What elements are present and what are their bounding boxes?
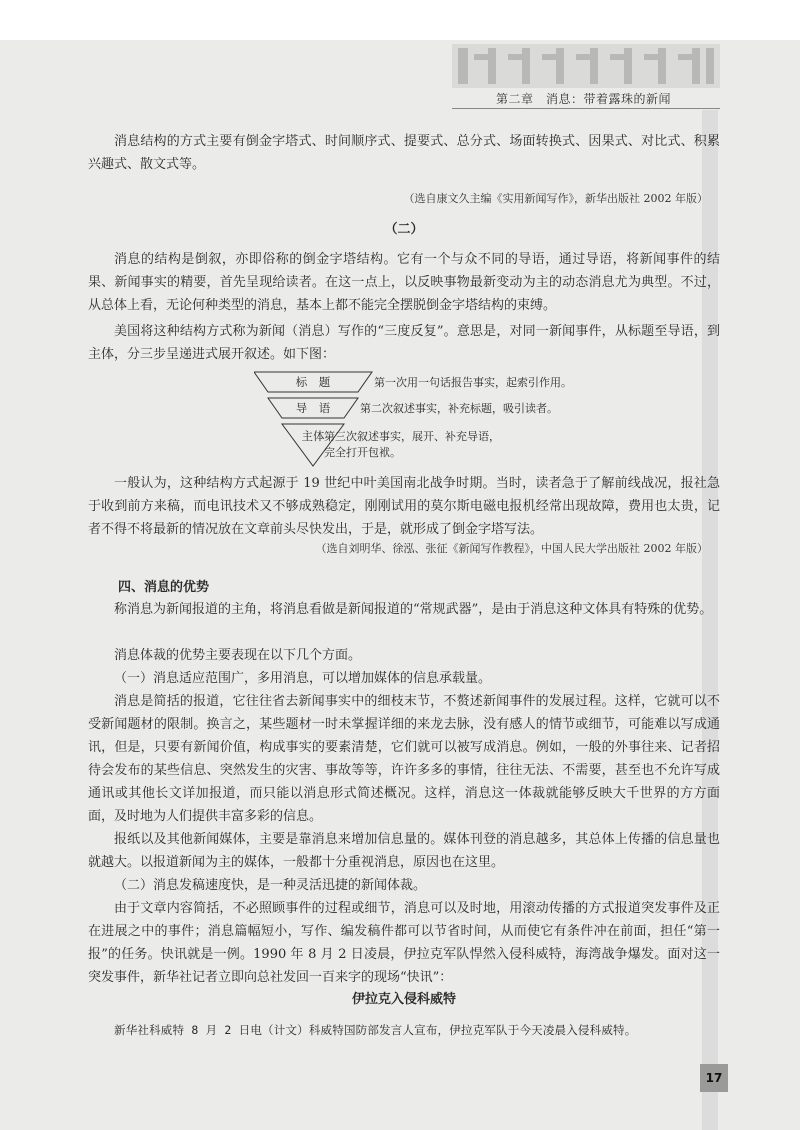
source-citation: （选自康文久主编《实用新闻写作》，新华出版社 2002 年版） — [403, 192, 708, 205]
subheading-paragraph: （一）消息适应范围广，多用消息，可以增加媒体的信息承载量。 — [114, 671, 492, 686]
pyramid-note-lead: 第二次叙述事实，补充标题，吸引读者。 — [360, 402, 558, 415]
book-page — [0, 40, 800, 1130]
paragraph: 消息是简括的报道，它往往省去新闻事实中的细枝末节，不赘述新闻事件的发展过程。这样，它就可以不受新闻题材的限制。换言之，某些题材一时未掌握详细的来龙去脉，没有感人的情节或细节，可能难以写成通讯，但是，只要有新闻价值，构成事实的要素清楚，它们就可以被写成消息。例如，一般的外事往来、记者招待会发布的某些信息、突然发生的灾害、事故等等，许许多多的事情，往往无法、不需要，甚至也不允许写成通讯或其他长文详加报道，而只能以消息形式简述概况。这样，消息这一体裁就能够反映大千世界的方方面面，及时地为人们提供丰富多彩的信息。 — [88, 694, 720, 824]
paragraph: 由于文章内容简括，不必照顾事件的过程或细节，消息可以及时地，用滚动传播的方式报道突发事件及正在进展之中的事件；消息篇幅短小，写作、编发稿件都可以节省时间，从而使它有条件冲在前面，担任“第一报”的任务。快讯就是一例。1990 年 8 月 2 日凌晨，伊拉克军队悍然入侵科威特，海湾战争爆发。面对这一突发事件，新华社记者立即向总社发回一百来字的现场“快讯”： — [88, 901, 720, 985]
flash-title: 伊拉克入侵科威特 — [351, 992, 456, 1007]
pyramid-label-lead: 导 语 — [295, 401, 331, 415]
subheading-paragraph: （二）消息发稿速度快，是一种灵活迅捷的新闻体裁。 — [114, 878, 427, 893]
paragraph: 美国将这种结构方式称为新闻（消息）写作的“三度反复”。意思是，对同一新闻事件，从标题至导语，到主体，分三步呈递进式展开叙述。如下图： — [88, 324, 720, 362]
section-marker: （二） — [384, 222, 424, 237]
chapter-header: 第二章 消息：带着露珠的新闻 — [496, 92, 672, 106]
paragraph: 消息的结构是倒叙，亦即俗称的倒金字塔结构。它有一个与众不同的导语，通过导语，将新闻事件的结果、新闻事实的精要，首先呈现给读者。在这一点上，以反映事物最新变动为主的动态消息尤为典型。不过，从总体上看，无论何种类型的消息，基本上都不能完全摆脱倒金字塔结构的束缚。 — [88, 252, 720, 313]
source-citation: （选自刘明华、徐泓、张征《新闻写作教程》，中国人民大学出版社 2002 年版） — [315, 542, 708, 555]
pyramid-note-body-2: 完全打开包袱。 — [324, 446, 401, 459]
paragraph: 一般认为，这种结构方式起源于 19 世纪中叶美国南北战争时期。当时，读者急于了解前线战况，报社急于收到前方来稿，而电讯技术又不够成熟稳定，刚刚试用的莫尔斯电磁电报机经常出现故障，费用也太贵，记者不得不将最新的情况放在文章前头尽快发出，于是，就形成了倒金字塔写法。 — [88, 476, 720, 537]
header-rule — [452, 108, 720, 109]
header-decoration — [452, 44, 720, 88]
paragraph: 消息体裁的优势主要表现在以下几个方面。 — [114, 648, 362, 663]
page-number: 17 — [700, 1064, 728, 1092]
paragraph: 称消息为新闻报道的主角，将消息看做是新闻报道的“常规武器”，是由于消息这种文体具有特殊的优势。 — [114, 602, 713, 617]
paragraph: 消息结构的方式主要有倒金字塔式、时间顺序式、提要式、总分式、场面转换式、因果式、对比式、积累兴趣式、散文式等。 — [88, 134, 720, 172]
paragraph: 报纸以及其他新闻媒体，主要是靠消息来增加信息量的。媒体刊登的消息越多，其总体上传播的信息量也就越大。以报道新闻为主的媒体，一般都十分重视消息，原因也在这里。 — [88, 832, 720, 870]
pyramid-label-headline: 标 题 — [295, 375, 331, 389]
inverted-pyramid-diagram — [254, 366, 724, 476]
pyramid-note-headline: 第一次用一句话报告事实，起索引作用。 — [374, 376, 572, 389]
section-heading: 四、消息的优势 — [118, 580, 210, 595]
pyramid-note-body: 第三次叙述事实，展开、补充导语， — [324, 430, 500, 443]
flash-dispatch: 新华社科威特 8 月 2 日电（计文）科威特国防部发言人宣布，伊拉克军队于今天凌晨入侵科威特。 — [114, 1023, 637, 1037]
pyramid-label-body: 主体 — [301, 429, 325, 443]
